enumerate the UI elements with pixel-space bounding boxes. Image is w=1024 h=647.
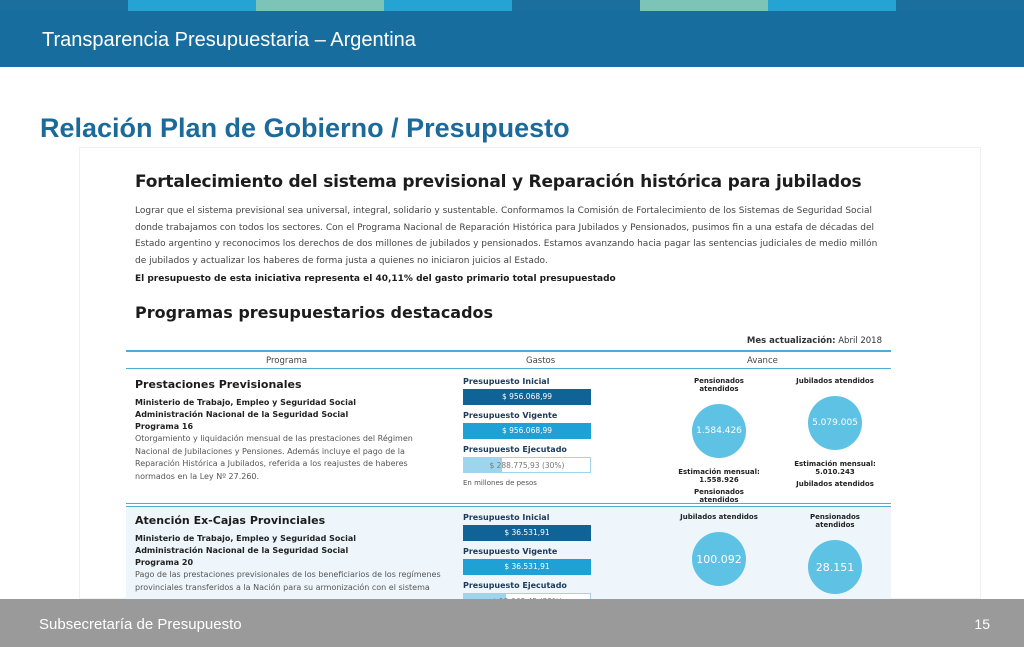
initiative-heading: Fortalecimiento del sistema previsional y Reparación histórica para jubilados xyxy=(135,172,862,192)
stripe-segment xyxy=(896,0,1024,11)
budget-share-text: El presupuesto de esta iniciativa representa el 40,11% del gasto primario total presupuestado xyxy=(135,274,616,284)
embedded-screenshot xyxy=(79,147,981,599)
update-value: Abril 2018 xyxy=(838,336,882,346)
header-bar xyxy=(0,11,1024,67)
column-gastos: Gastos xyxy=(526,356,556,366)
avance-circle: 28.151 xyxy=(808,540,862,594)
slide-title: Relación Plan de Gobierno / Presupuesto xyxy=(40,113,570,143)
stripe-segment xyxy=(256,0,384,11)
units-note: En millones de pesos xyxy=(463,479,537,487)
programs-heading: Programas presupuestarios destacados xyxy=(135,303,494,322)
program-name: Prestaciones Previsionales xyxy=(135,378,302,391)
inicial-label: Presupuesto Inicial xyxy=(463,377,550,386)
avance-circle: 5.079.005 xyxy=(808,396,862,450)
ejecutado-label: Presupuesto Ejecutado xyxy=(463,581,567,590)
gastos-column xyxy=(463,377,591,487)
update-label: Mes actualización: xyxy=(746,336,836,346)
avance-circle: 100.092 xyxy=(692,532,746,586)
avance-pensionados xyxy=(674,377,764,504)
program-agency: Administración Nacional de la Seguridad Social xyxy=(135,546,349,555)
ejecutado-value: $ 288.775,93 (30%) xyxy=(489,461,565,470)
inicial-label: Presupuesto Inicial xyxy=(463,513,550,522)
update-month xyxy=(747,336,882,346)
avance-pensionados xyxy=(790,513,880,594)
vigente-label: Presupuesto Vigente xyxy=(463,547,558,556)
program-number: Programa 20 xyxy=(135,558,194,567)
avance-label: Pensionados atendidos xyxy=(694,377,744,393)
ejecutado-label: Presupuesto Ejecutado xyxy=(463,445,567,454)
inicial-bar: $ 36.531,91 xyxy=(463,525,591,541)
column-avance: Avance xyxy=(747,356,778,366)
avance-jubilados xyxy=(674,513,764,586)
avance-estimate: Estimación mensual: 1.558.926 xyxy=(678,468,760,484)
stripe-segment xyxy=(768,0,896,11)
programs-table-header xyxy=(126,350,891,369)
program-description: Otorgamiento y liquidación mensual de las prestaciones del Régimen Nacional de Jubilaciones y Pensiones. Además incluye el pago de la Reparación Histórica a Jubilados, referida a los reajustes de haberes normados en la Ley Nº 27.260. xyxy=(135,434,413,481)
avance-sublabel: Pensionados atendidos xyxy=(694,488,744,504)
ejecutado-bar xyxy=(463,457,591,473)
program-number: Programa 16 xyxy=(135,422,194,431)
program-description: Pago de las prestaciones previsionales de los beneficiarios de los regímenes provinciales transferidos a la Nación para su armonización con el sistema xyxy=(135,570,441,592)
footer-bar xyxy=(0,599,1024,647)
table-row xyxy=(126,506,891,606)
vigente-bar: $ 36.531,91 xyxy=(463,559,591,575)
avance-sublabel: Jubilados atendidos xyxy=(796,480,874,488)
stripe-segment xyxy=(0,0,128,11)
inicial-bar: $ 956.068,99 xyxy=(463,389,591,405)
stripe-segment xyxy=(128,0,256,11)
footer-text: Subsecretaría de Presupuesto xyxy=(39,616,242,633)
stripe-segment xyxy=(512,0,640,11)
stripe-segment xyxy=(640,0,768,11)
program-ministry: Ministerio de Trabajo, Empleo y Seguridad Social xyxy=(135,534,356,543)
program-name: Atención Ex-Cajas Provinciales xyxy=(135,514,326,527)
vigente-label: Presupuesto Vigente xyxy=(463,411,558,420)
top-color-stripe xyxy=(0,0,1024,11)
column-programa: Programa xyxy=(266,356,308,366)
program-meta xyxy=(135,397,356,433)
vigente-bar: $ 956.068,99 xyxy=(463,423,591,439)
avance-estimate: Estimación mensual: 5.010.243 xyxy=(794,460,876,476)
table-row xyxy=(126,371,891,504)
avance-label: Jubilados atendidos xyxy=(796,377,874,385)
program-ministry: Ministerio de Trabajo, Empleo y Seguridad Social xyxy=(135,398,356,407)
page-number: 15 xyxy=(974,616,990,632)
initiative-description: Lograr que el sistema previsional sea universal, integral, solidario y sustentable. Conformamos la Comisión de Fortalecimiento de los Sistemas de Seguridad Social donde trabajamos con todos los sectores. Con el Programa Nacional de Reparación Histórica para Jubilados y Pensionados, pusimos fin a una estafa de décadas del Estado argentino y reconocimos los derechos de dos millones de jubilados y pensionados. Estamos avanzando hacia pagar las sentencias judiciales de medio millón de jubilados y actualizar los haberes de forma justa a quienes no iniciaron juicios al Estado. xyxy=(135,206,878,266)
stripe-segment xyxy=(384,0,512,11)
avance-label: Pensionados atendidos xyxy=(810,513,860,529)
header-title: Transparencia Presupuestaria – Argentina xyxy=(42,29,416,51)
program-meta xyxy=(135,533,356,569)
avance-label: Jubilados atendidos xyxy=(680,513,758,521)
avance-jubilados xyxy=(790,377,880,488)
avance-circle: 1.584.426 xyxy=(692,404,746,458)
table-header-row xyxy=(126,350,891,369)
program-agency: Administración Nacional de la Seguridad Social xyxy=(135,410,349,419)
